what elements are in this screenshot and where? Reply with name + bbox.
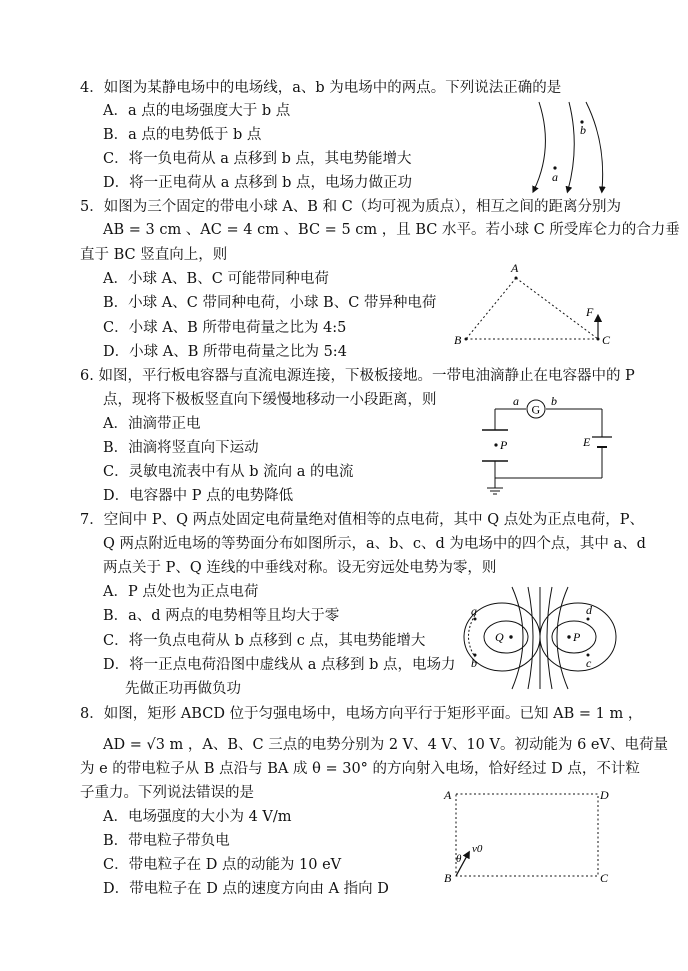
- q8-rectangle-figure: [438, 786, 616, 886]
- q5-option-d: D．小球 A、B 所带电荷量之比为 5:4: [103, 344, 347, 360]
- q7-charge-q: [509, 635, 512, 638]
- q8-label-v0: v0: [472, 843, 483, 855]
- q5-side-ab: [466, 278, 516, 339]
- q5-option-c: C．小球 A、B 所带电荷量之比为 4:5: [103, 320, 347, 336]
- q7-left-inner: [484, 621, 528, 653]
- q6-stem-line-2: 点，现将下极板竖直向下缓慢地移动一小段距离，则: [103, 392, 437, 408]
- q8-label-a: A: [444, 788, 452, 802]
- q7-option-c: C．将一负点电荷从 b 点移到 c 点，其电势能增大: [103, 633, 426, 649]
- q7-charge-p: [567, 635, 570, 638]
- q7-label-p: P: [573, 630, 581, 644]
- q8-label-c: C: [600, 871, 609, 885]
- q7-option-b: B．a、d 两点的电势相等且均大于零: [103, 608, 340, 624]
- q7-option-a: A．P 点处也为正点电荷: [103, 584, 259, 600]
- q5-stem-line-3: 直于 BC 竖直向上，则: [80, 247, 228, 263]
- q8-option-c: C．带电粒子在 D 点的动能为 10 eV: [103, 857, 342, 873]
- q4-label-b: b: [580, 123, 586, 137]
- q4-label-a: a: [552, 170, 558, 184]
- q8-option-a: A．电场强度的大小为 4 V/m: [103, 809, 292, 825]
- q6-label-b: b: [551, 394, 557, 408]
- q8-rectangle: [456, 794, 598, 876]
- q5-stem-line-2: AB = 3 cm 、AC = 4 cm 、BC = 5 cm ，且 BC 水平。若小球 C 所受库仑力的合力垂: [103, 222, 680, 238]
- q8-stem-line-3: 为 e 的带电粒子从 B 点沿与 BA 成 θ = 30° 的方向射入电场，恰好经过 D 点，不计粒: [80, 761, 640, 777]
- q6-oil-drop: [494, 443, 497, 446]
- q4-option-d: D．将一正电荷从 a 点移到 b 点，电场力做正功: [103, 175, 412, 191]
- q4-option-c: C．将一负电荷从 a 点移到 b 点，其电势能增大: [103, 151, 412, 167]
- q4-stem-line-1: 4．如图为某静电场中的电场线，a、b 为电场中的两点。下列说法正确的是: [80, 80, 562, 96]
- q7-label-a: a: [471, 604, 477, 618]
- q5-option-b: B．小球 A、C 带同种电荷，小球 B、C 带异种电荷: [103, 295, 437, 311]
- q4-field-line-3: [586, 102, 603, 190]
- q5-label-a: A: [511, 261, 519, 275]
- q8-label-theta: θ: [456, 853, 462, 865]
- q5-label-f: F: [586, 305, 594, 319]
- q4-field-line-2: [568, 102, 574, 190]
- q4-option-a: A．a 点的电场强度大于 b 点: [103, 103, 291, 119]
- q5-triangle-figure: [450, 260, 620, 352]
- q6-label-a: a: [513, 394, 519, 408]
- q6-option-a: A．油滴带正电: [103, 416, 201, 432]
- q8-stem-line-1: 8．如图，矩形 ABCD 位于匀强电场中，电场方向平行于矩形平面。已知 AB = 1 m ，: [80, 706, 643, 722]
- q6-option-b: B．油滴将竖直向下运动: [103, 440, 259, 456]
- q7-stem-line-3: 两点关于 P、Q 连线的中垂线对称。设无穷远处电势为零，则: [103, 560, 497, 576]
- q8-stem-line-2: AD = √3 m ，A、B、C 三点的电势分别为 2 V、4 V、10 V。初动能为 6 eV、电荷量: [103, 737, 668, 753]
- q7-stem-line-1: 7．空间中 P、Q 两点处固定电荷量绝对值相等的点电荷，其中 Q 点处为正点电荷，P、: [80, 512, 644, 528]
- q6-stem-line-1: 6. 如图，平行板电容器与直流电源连接，下极板接地。一带电油滴静止在电容器中的 P: [80, 368, 635, 384]
- q5-stem-line-1: 5．如图为三个固定的带电小球 A、B 和 C（均可视为质点），相互之间的距离分别为: [80, 199, 622, 215]
- q5-label-b: B: [454, 333, 462, 347]
- q4-option-b: B．a 点的电势低于 b 点: [103, 127, 262, 143]
- q8-label-d: D: [600, 788, 609, 802]
- q7-option-d: D．将一正点电荷沿图中虚线从 a 点移到 b 点，电场力: [103, 657, 456, 673]
- q6-label-p: P: [500, 438, 508, 452]
- q4-field-line-figure: [524, 98, 614, 194]
- q8-option-d: D．带电粒子在 D 点的速度方向由 A 指向 D: [103, 881, 389, 897]
- q5-option-a: A．小球 A、B、C 可能带同种电荷: [103, 271, 329, 287]
- q6-label-e: E: [583, 435, 591, 449]
- q4-field-line-1: [534, 102, 545, 190]
- q7-label-b: b: [471, 656, 477, 670]
- q7-dashed-path: [469, 615, 476, 657]
- q7-label-c: c: [586, 656, 592, 670]
- q6-option-c: C．灵敏电流表中有从 b 流向 a 的电流: [103, 464, 354, 480]
- q8-stem-line-4: 子重力。下列说法错误的是: [80, 785, 254, 801]
- q7-equipotential-figure: [450, 585, 630, 691]
- q7-stem-line-2: Q 两点附近电场的等势面分布如图所示，a、b、c、d 为电场中的四个点，其中 a、d: [103, 536, 646, 552]
- q5-label-c: C: [602, 333, 611, 347]
- q8-option-b: B．带电粒子带负电: [103, 833, 230, 849]
- q7-option-d-cont: 先做正功再做负功: [125, 681, 241, 697]
- q6-label-g: G: [531, 402, 541, 417]
- q7-label-d: d: [586, 603, 592, 617]
- q7-label-q: Q: [495, 630, 504, 644]
- q6-circuit-figure: [480, 394, 620, 500]
- q6-option-d: D．电容器中 P 点的电势降低: [103, 488, 294, 504]
- q8-label-b: B: [444, 871, 452, 885]
